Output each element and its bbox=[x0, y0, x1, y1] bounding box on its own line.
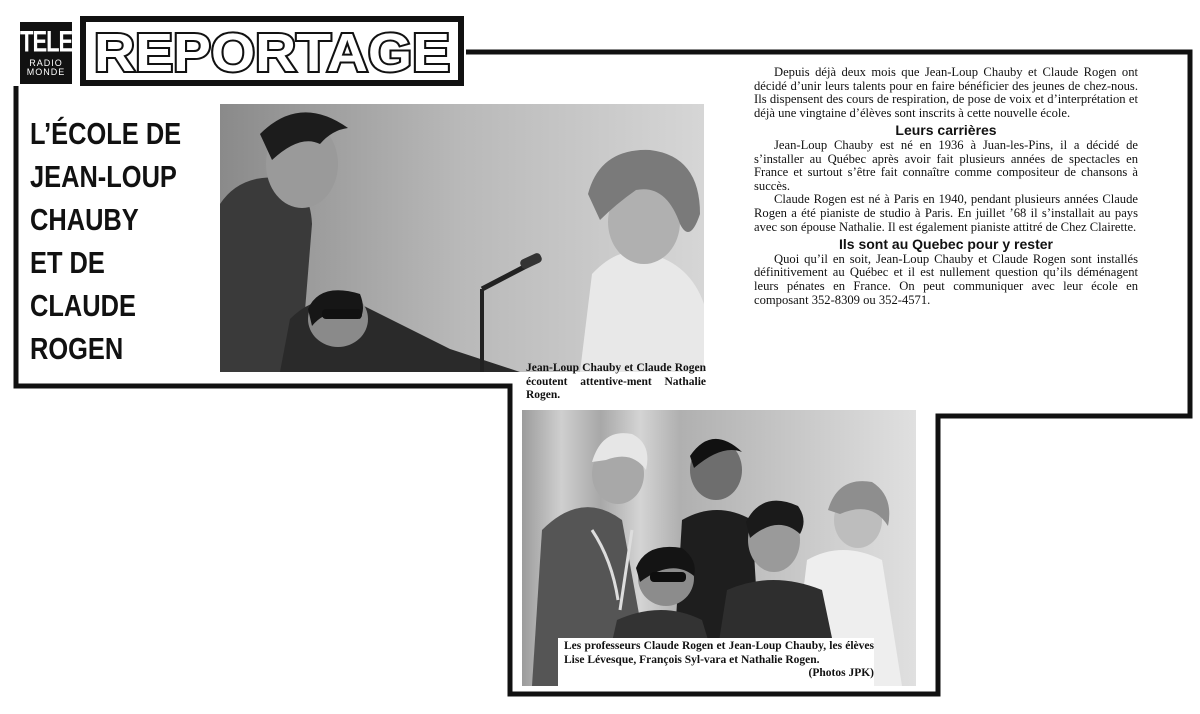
article-paragraph-rogen: Claude Rogen est né à Paris en 1940, pendant plusieurs années Claude Rogen a été pianiste de studio à Paris. En juillet ’68 il s’installait au pays avec son épouse Nathalie. Il est également pianiste attitré de Chez Clairette. bbox=[754, 192, 1138, 234]
headline-line: JEAN-LOUP bbox=[30, 159, 177, 194]
section-banner bbox=[80, 16, 464, 86]
photo-group-caption-text: Les professeurs Claude Rogen et Jean-Loup Chauby, les élèves Lise Lévesque, François Syl-vara et Nathalie Rogen. bbox=[564, 640, 874, 666]
headline bbox=[30, 112, 186, 370]
photo-rehearsal bbox=[220, 104, 704, 372]
section-banner-art bbox=[80, 16, 464, 86]
section-title: REPORTAGE bbox=[94, 23, 450, 83]
photo-rehearsal-image bbox=[220, 104, 704, 372]
logo-word-tele: TELE bbox=[20, 24, 73, 59]
headline-line: L’ÉCOLE DE bbox=[30, 116, 182, 151]
logo-word-radio: RADIO bbox=[29, 58, 63, 68]
article-paragraph-contact: Quoi qu’il en soit, Jean-Loup Chauby et Claude Rogen sont installés définitivement au Québec et il est nullement question qu’ils déménagent leurs pénates en France. On peut communiquer avec leur école en composant 352-8309 ou 352-4571. bbox=[754, 251, 1138, 307]
article-paragraph-chauby: Jean-Loup Chauby est né en 1936 à Juan-les-Pins, il a décidé de s’installer au Québec après avoir fait plusieurs années de spectacles en France et surtout s’être fait connaître comme compositeur de chansons à succès. bbox=[754, 137, 1138, 193]
headline-line: ET DE bbox=[30, 245, 105, 280]
headline-line: ROGEN bbox=[30, 331, 124, 366]
headline-line: CLAUDE bbox=[30, 288, 136, 323]
photo-rehearsal-caption: Jean-Loup Chauby et Claude Rogen écoutent attentive-ment Nathalie Rogen. bbox=[526, 362, 706, 401]
headline-line: CHAUBY bbox=[30, 202, 139, 237]
photo-credit: (Photos JPK) bbox=[808, 667, 874, 679]
article-paragraph-intro: Depuis déjà deux mois que Jean-Loup Chauby et Claude Rogen ont décidé d’unir leurs talents pour en faire bénéficier des jeunes de chez-nous. Ils dispensent des cours de respiration, de pose de voix et d’interprétation et déjà une vingtaine d’élèves sont inscrits à cette nouvelle école. bbox=[754, 65, 1138, 120]
article-subhead-careers: Leurs carrières bbox=[895, 122, 997, 139]
photo-group-caption bbox=[564, 640, 874, 681]
logo-word-monde: MONDE bbox=[26, 67, 66, 77]
tele-radio-monde-logo bbox=[20, 22, 72, 84]
article-body bbox=[754, 66, 1138, 307]
article-subhead-quebec: Ils sont au Quebec pour y rester bbox=[839, 236, 1053, 253]
